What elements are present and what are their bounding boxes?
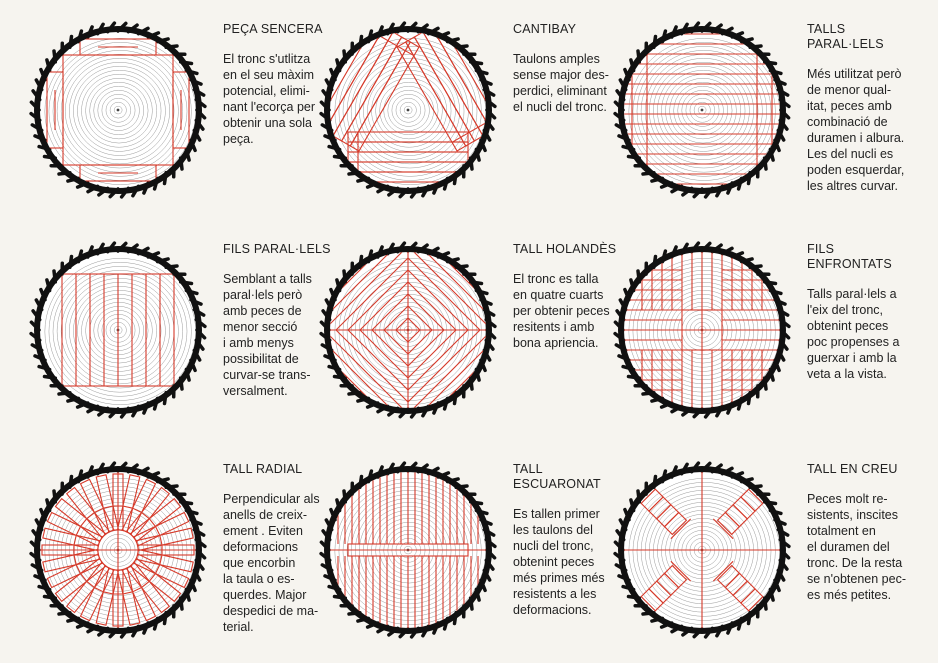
diagram-description: El tronc s'utlitza en el seu màxim potencial, elimi- nant l'ecorça per obtenir una sola peça. — [223, 52, 316, 146]
caption — [513, 242, 625, 351]
bark-tooth — [749, 393, 751, 404]
bark-tooth — [45, 597, 56, 599]
bark-tooth — [360, 257, 362, 268]
bark-tooth — [181, 598, 182, 609]
bark-tooth — [471, 502, 482, 504]
bark-tooth — [181, 502, 192, 504]
bark-tooth — [54, 271, 55, 282]
log-cross-section — [28, 460, 208, 640]
diagram-description: Taulons amples sense major des- perdici, eliminant el nucli del tronc. — [513, 52, 609, 114]
bark-tooth — [638, 491, 639, 502]
bark-tooth — [765, 502, 776, 504]
bark-tooth — [181, 378, 182, 389]
bark-tooth — [750, 46, 761, 47]
bark-tooth — [70, 477, 72, 488]
diagram-description: Més utilitzat però de menor qual- itat, peces amb combinació de duramen i albura. Les del nucli es poden esquerdar, les altres curvar. — [807, 67, 905, 193]
bark-tooth — [638, 271, 639, 282]
diagram-description: Perpendicular als anells de creix- ement . Eviten deformacions que encorbin la taula o es- querdes. Major despedici de ma- terial. — [223, 492, 320, 634]
bark-tooth — [749, 173, 751, 184]
bark-tooth — [165, 173, 167, 184]
bark-tooth — [629, 157, 640, 159]
diagram-description: El tronc es talla en quatre cuarts per obtenir peces resitents i amb bona apriencia. — [513, 272, 610, 350]
bark-tooth — [360, 37, 362, 48]
bark-tooth — [765, 598, 766, 609]
bark-tooth — [638, 51, 639, 62]
cut-lines — [318, 240, 498, 420]
bark-tooth — [349, 393, 360, 394]
diagram-title: PEÇA SENCERA — [223, 22, 323, 36]
bark-tooth — [456, 46, 467, 47]
bark-tooth — [166, 46, 177, 47]
bark-tooth — [344, 51, 345, 62]
caption — [807, 22, 919, 194]
bark-tooth — [654, 477, 656, 488]
bark-tooth — [360, 477, 362, 488]
caption — [807, 462, 919, 603]
bark-tooth — [629, 377, 640, 379]
bark-tooth — [643, 613, 654, 614]
bark-tooth — [643, 393, 654, 394]
log-cross-section — [28, 20, 208, 200]
bark-tooth — [643, 173, 654, 174]
bark-tooth — [471, 158, 472, 169]
bark-tooth — [335, 377, 346, 379]
bark-tooth — [455, 393, 457, 404]
bark-tooth — [59, 613, 70, 614]
bark-tooth — [165, 613, 167, 624]
log-cross-section — [318, 20, 498, 200]
diagram-description: Talls paral·lels a l'eix del tronc, obtenint peces poc propenses a guerxar i amb la veta a la vista. — [807, 287, 900, 381]
diagram-description: Es tallen primer les taulons del nucli del tronc, obtenint peces més primes més resistents a les deformacions. — [513, 507, 605, 617]
log-cross-section — [318, 240, 498, 420]
diagram-title: FILS ENFRONTATS — [807, 242, 892, 271]
bark-tooth — [471, 62, 482, 64]
bark-tooth — [471, 378, 472, 389]
bark-tooth — [181, 62, 192, 64]
log-cross-section — [612, 240, 792, 420]
bark-tooth — [181, 282, 192, 284]
diagram-title: CANTIBAY — [513, 22, 577, 36]
bark-tooth — [349, 613, 360, 614]
bark-tooth — [629, 597, 640, 599]
bark-tooth — [749, 613, 751, 624]
bark-tooth — [59, 393, 70, 394]
log-cross-section — [612, 20, 792, 200]
bark-tooth — [456, 486, 467, 487]
diagram-title: TALL ESCUARONAT — [513, 462, 601, 491]
diagram-description: Semblant a talls paral·lels però amb peces de menor secció i amb menys possibilitat de curvar-se trans- versalment. — [223, 272, 312, 398]
bark-tooth — [54, 51, 55, 62]
bark-tooth — [70, 37, 72, 48]
log-cross-section — [318, 460, 498, 640]
caption — [513, 22, 625, 115]
bark-tooth — [750, 486, 761, 487]
cut-lines — [28, 460, 208, 640]
bark-tooth — [344, 271, 345, 282]
diagram-title: FILS PARAL·LELS — [223, 242, 331, 256]
bark-tooth — [181, 158, 182, 169]
bark-tooth — [335, 597, 346, 599]
bark-tooth — [455, 613, 457, 624]
bark-tooth — [455, 173, 457, 184]
bark-tooth — [45, 157, 56, 159]
pith — [701, 109, 704, 112]
bark-tooth — [166, 486, 177, 487]
cut-lines — [612, 460, 792, 640]
bark-tooth — [166, 266, 177, 267]
bark-tooth — [765, 62, 776, 64]
log-cross-section — [612, 460, 792, 640]
pith — [407, 109, 410, 112]
bark-tooth — [471, 282, 482, 284]
caption — [807, 242, 919, 382]
log-cross-section — [28, 240, 208, 420]
caption — [513, 462, 625, 618]
diagram-title: TALL HOLANDÈS — [513, 242, 617, 256]
pith — [117, 109, 120, 112]
cut-lines — [612, 240, 792, 420]
bark-tooth — [70, 257, 72, 268]
diagram-title: TALL EN CREU — [807, 462, 898, 476]
bark-tooth — [654, 257, 656, 268]
bark-tooth — [765, 378, 766, 389]
bark-tooth — [45, 377, 56, 379]
bark-tooth — [59, 173, 70, 174]
bark-tooth — [54, 491, 55, 502]
bark-tooth — [344, 491, 345, 502]
bark-tooth — [750, 266, 761, 267]
diagram-description: Peces molt re- sistents, inscites totalment en el duramen del tronc. De la resta se n'obtenen pec- es més petites. — [807, 492, 906, 602]
bark-tooth — [456, 266, 467, 267]
bark-tooth — [654, 37, 656, 48]
diagram-title: TALLS PARAL·LELS — [807, 22, 884, 51]
bark-tooth — [471, 598, 472, 609]
bark-tooth — [335, 157, 346, 159]
bark-tooth — [765, 158, 766, 169]
diagram-title: TALL RADIAL — [223, 462, 303, 476]
bark-tooth — [349, 173, 360, 174]
bark-tooth — [765, 282, 776, 284]
bark-tooth — [165, 393, 167, 404]
